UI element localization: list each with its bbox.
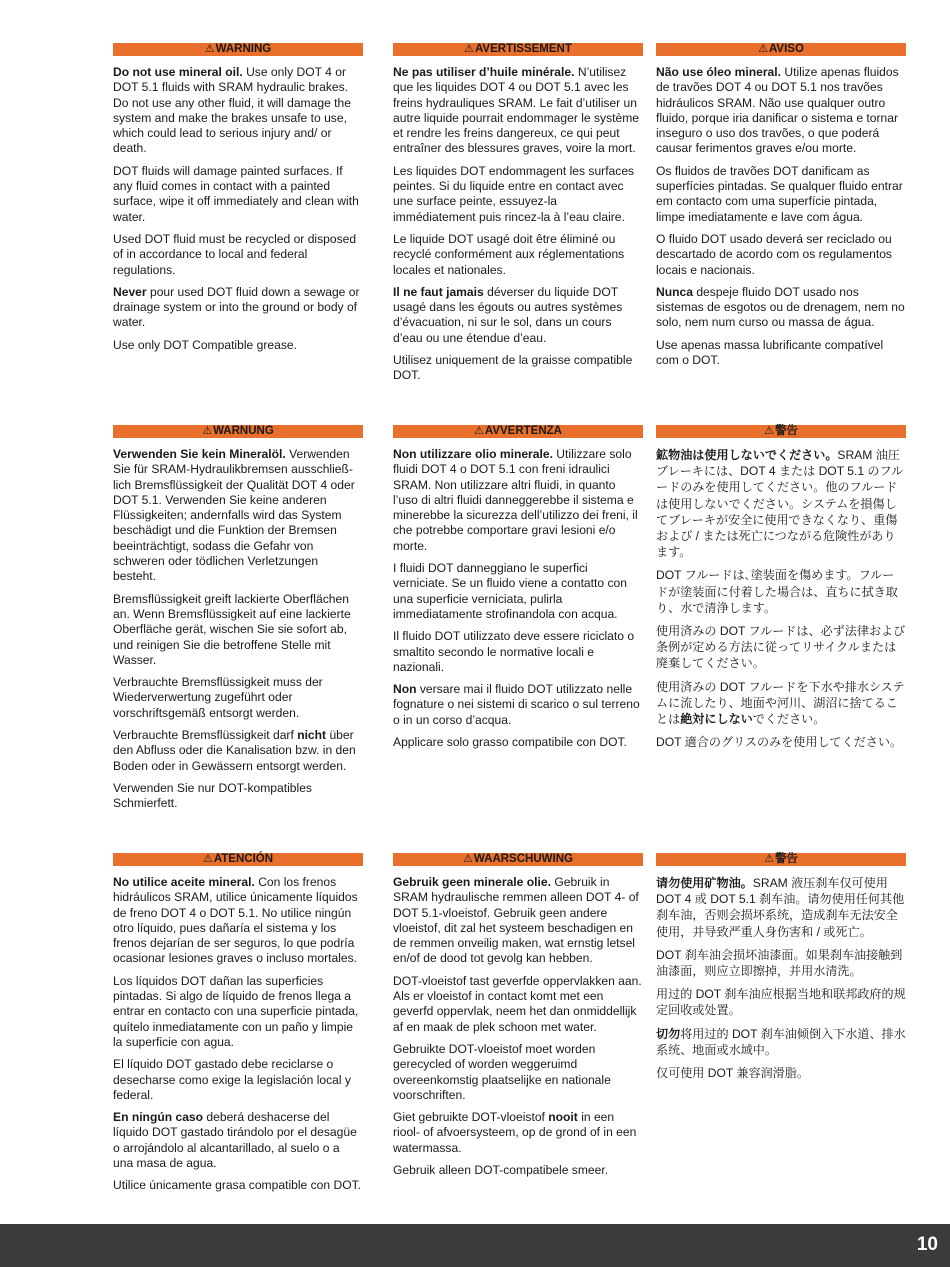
paragraph: 使用済みの DOT フルードは、必ず法律および条例が定める方法に従ってリサイクルまたは廃棄してください。 <box>656 624 906 671</box>
paragraph: Ne pas utiliser d’huile minérale. N’utilisez que les liquides DOT 4 ou DOT 5.1 avec les freins hydrauliques SRAM. Le fait d’utiliser un autre liquide pourrait endommager le système et rendre les freins dangereux, ce qui peut entraîner des blessures graves, voire la mort. <box>393 65 640 156</box>
paragraph: Os fluidos de travões DOT danificam as superfícies pintadas. Se qualquer fluido entrar em contacto com uma superfície pintada, limpe imediatamente e lave com água. <box>656 163 903 224</box>
paragraph: En ningún caso deberá deshacerse del líquido DOT gastado tirándolo por el desagüe o arrojándolo al alcantarillado, al suelo o a una masa de agua. <box>113 1110 357 1171</box>
paragraph: Les liquides DOT endommagent les surfaces peintes. Si du liquide entre en contact avec une surface peinte, essuyez-la immédiatement puis rincez-la à l’eau claire. <box>393 163 635 224</box>
paragraph: Gebruikte DOT-vloeistof moet worden gerecycled of worden weggeruimd overeenkomstig plaatselijke en nationale voorschriften. <box>393 1041 611 1102</box>
warning-icon: ⚠ <box>764 853 774 865</box>
paragraph: 切勿将用过的 DOT 刹车油倾倒入下水道、排水系统、地面或水域中。 <box>656 1026 906 1057</box>
paragraph: Il ne faut jamais déverser du liquide DOT usagé dans les égouts ou autres systèmes d’évacuation, ni sur le sol, dans un cours d’eau ou une étendue d’eau. <box>393 284 623 345</box>
paragraph: 请勿使用矿物油。SRAM 液压刹车仅可使用 DOT 4 或 DOT 5.1 刹车油。请勿使用任何其他刹车油，否则会损坏系统，造成刹车无法安全使用，并导致严重人身伤害和 / 或死亡。 <box>656 876 905 939</box>
section-warning-es <box>113 853 363 1201</box>
warning-icon: ⚠ <box>202 425 213 437</box>
section-warning-it <box>393 425 643 757</box>
paragraph: Le liquide DOT usagé doit être éliminé ou recyclé conformément aux réglementations locales et nationales. <box>393 231 625 277</box>
paragraph: DOT fluids will damage painted surfaces. If any fluid comes in contact with a painted surface, wipe it off immediately and clean with water. <box>113 163 359 224</box>
paragraph: Non versare mai il fluido DOT utilizzato nelle fognature o nei sistemi di scarico o sul terreno o in un corso d’acqua. <box>393 682 640 727</box>
section-warning-pt <box>656 43 906 375</box>
paragraph: Verbrauchte Bremsflüssigkeit muss der Wiederverwertung zugeführt oder vorschriftsgemäß entsorgt werden. <box>113 675 323 720</box>
paragraph: DOT 適合のグリスのみを使用してください。 <box>656 735 903 750</box>
warning-icon: ⚠ <box>463 853 473 865</box>
warning-heading: ⚠警告 <box>656 853 906 866</box>
paragraph: Gebruik geen minerale olie. Gebruik in SRAM hydraulische remmen alleen DOT 4- of DOT 5.1-vloeistof. Gebruik geen andere vloeistof, dit zal het systeem beschadigen en de remmen onveilig maken, wat ernstig letsel en/of de dood tot gevolg kan hebben. <box>393 875 639 966</box>
paragraph: Bremsflüssigkeit greift lackierte Oberflächen an. Wenn Bremsflüssigkeit auf eine lackierte Oberfläche gerät, wischen Sie sie sofort ab, und reinigen Sie die betroffene Stelle mit Wasser. <box>113 591 351 667</box>
warning-icon: ⚠ <box>202 853 213 865</box>
paragraph: Do not use mineral oil. Use only DOT 4 or DOT 5.1 fluids with SRAM hydraulic brakes. Do not use any other fluid, it will damage the system and make the brakes unsafe to use, which could lead to serious injury and/ or death. <box>113 65 351 156</box>
warning-heading: ⚠AVERTISSEMENT <box>393 43 643 56</box>
page-footer <box>0 1224 950 1267</box>
paragraph: 使用済みの DOT フルードを下水や排水システムに流したり、地面や河川、湖沼に捨てることは絶対にしないでください。 <box>656 679 905 727</box>
section-warning-fr <box>393 43 643 391</box>
paragraph: 鉱物油は使用しないでください。SRAM 油圧ブレーキには、DOT 4 または DOT 5.1 のフルードのみを使用してください。他のフルードは使用しないでください。システムを損傷してブレーキが安全に使用できなくなり、重傷および / または死亡につながる危険性があります。 <box>656 448 904 560</box>
section-warning-nl <box>393 853 643 1185</box>
warning-heading: ⚠WAARSCHUWING <box>393 853 643 866</box>
warning-icon: ⚠ <box>204 43 215 55</box>
warning-heading: ⚠警告 <box>656 425 906 438</box>
warning-heading: ⚠AVISO <box>656 43 906 56</box>
paragraph: El líquido DOT gastado debe reciclarse o desecharse como exige la legislación local y federal. <box>113 1057 351 1102</box>
paragraph: Gebruik alleen DOT-compatibele smeer. <box>393 1163 609 1178</box>
section-warning-ja <box>656 425 906 757</box>
paragraph: Use only DOT Compatible grease. <box>113 337 297 352</box>
paragraph: Non utilizzare olio minerale. Utilizzare solo fluidi DOT 4 o DOT 5.1 con freni idraulici SRAM. Non utilizzare altri fluidi, in quanto l’uso di altri fluidi danneggerebbe il sistema e minerebbe la sicurezza dell’utilizzo dei freni, il che potrebbe comportare gravi lesioni e/o morte. <box>393 447 638 553</box>
paragraph: Use apenas massa lubrificante compatível com o DOT. <box>656 337 884 368</box>
paragraph: Los líquidos DOT dañan las superficies pintadas. Si algo de líquido de frenos llega a entrar en contacto con una superficie pintada, quítelo inmediatamente con un paño y limpie la superficie con agua. <box>113 973 359 1049</box>
paragraph: Never pour used DOT fluid down a sewage or drainage system or into the ground or body of water. <box>113 284 360 330</box>
paragraph: 用过的 DOT 刹车油应根据当地和联邦政府的规定回收或处置。 <box>656 987 906 1018</box>
paragraph: Utilice únicamente grasa compatible con DOT. <box>113 1178 362 1193</box>
paragraph: Verwenden Sie nur DOT-kompatibles Schmierfett. <box>113 780 312 811</box>
paragraph: Verbrauchte Bremsflüssigkeit darf nicht über den Abfluss oder die Kanalisation bzw. in den Boden oder in Gewässern entsorgt werden. <box>113 728 356 773</box>
paragraph: 仅可使用 DOT 兼容润滑脂。 <box>656 1066 809 1081</box>
paragraph: DOT-vloeistof tast geverfde oppervlakken aan. Als er vloeistof in contact komt met een geverfd oppervlak, neem het dan onmiddellijk af en maak de plek schoon met water. <box>393 973 642 1034</box>
paragraph: O fluido DOT usado deverá ser reciclado ou descartado de acordo com os regulamentos locais e nacionais. <box>656 231 892 277</box>
warning-heading: ⚠AVVERTENZA <box>393 425 643 438</box>
paragraph: Utilisez uniquement de la graisse compatible DOT. <box>393 353 633 383</box>
paragraph: Il fluido DOT utilizzato deve essere riciclato o smaltito secondo le normative locali e nazionali. <box>393 629 635 674</box>
warning-heading: ⚠ATENCIÓN <box>113 853 363 866</box>
paragraph: No utilice aceite mineral. Con los frenos hidráulicos SRAM, utilice únicamente líquidos de freno DOT 4 o DOT 5.1. No utilice ningún otro líquido, pues dañaría el sistema y los frenos dejarían de ser seguros, lo que podría ocasionar lesiones graves o incluso mortales. <box>113 875 358 966</box>
paragraph: I fluidi DOT danneggiano le superfici verniciate. Se un fluido viene a contatto con una superficie verniciata, pulirla immediatamente strofinandola con acqua. <box>393 561 627 621</box>
paragraph: Used DOT fluid must be recycled or disposed of in accordance to local and federal regulations. <box>113 231 357 277</box>
paragraph: DOT フルードは､塗装面を傷めます。フルードが塗装面に付着した場合は、直ちに拭き取り、水で清浄します。 <box>656 568 898 615</box>
paragraph: Não use óleo mineral. Utilize apenas fluidos de travões DOT 4 ou DOT 5.1 nos travões hidráulicos SRAM. Não use qualquer outro fluido, porque iria danificar o sistema e tornar inseguro o uso dos travões, o que poderá causar ferimentos graves e/ou morte. <box>656 65 899 156</box>
paragraph: Verwenden Sie kein Mineralöl. Verwenden Sie für SRAM-Hydraulikbremsen ausschließ- lich Bremsflüssigkeit der Qualität DOT 4 oder DOT 5.1. Verwenden Sie keine anderen Flüssigkeiten; andernfalls wird das System beschädigt und die Funktion der Bremsen beeinträchtigt, sodass die Gefahr von schweren oder tödlichen Verletzungen besteht. <box>113 447 355 584</box>
section-warning-en <box>113 43 363 360</box>
section-warning-zh <box>656 853 906 1088</box>
warning-heading: ⚠WARNUNG <box>113 425 363 438</box>
warning-icon: ⚠ <box>758 43 768 55</box>
paragraph: Applicare solo grasso compatibile con DOT. <box>393 735 627 750</box>
paragraph: Nunca despeje fluido DOT usado nos sistemas de esgotos ou de drenagem, nem no solo, nem num curso ou massa de água. <box>656 284 905 330</box>
warning-icon: ⚠ <box>464 43 474 55</box>
section-warning-de <box>113 425 363 819</box>
paragraph: DOT 刹车油会损坏油漆面。如果刹车油接触到油漆面，则应立即擦掉，并用水清洗。 <box>656 947 903 979</box>
warning-icon: ⚠ <box>764 425 774 437</box>
paragraph: Giet gebruikte DOT-vloeistof nooit in een riool- of afvoersysteem, op de grond of in een watermassa. <box>393 1110 637 1155</box>
warning-icon: ⚠ <box>474 425 484 437</box>
warning-heading: ⚠WARNING <box>113 43 363 56</box>
page-number: 10 <box>916 1234 938 1255</box>
